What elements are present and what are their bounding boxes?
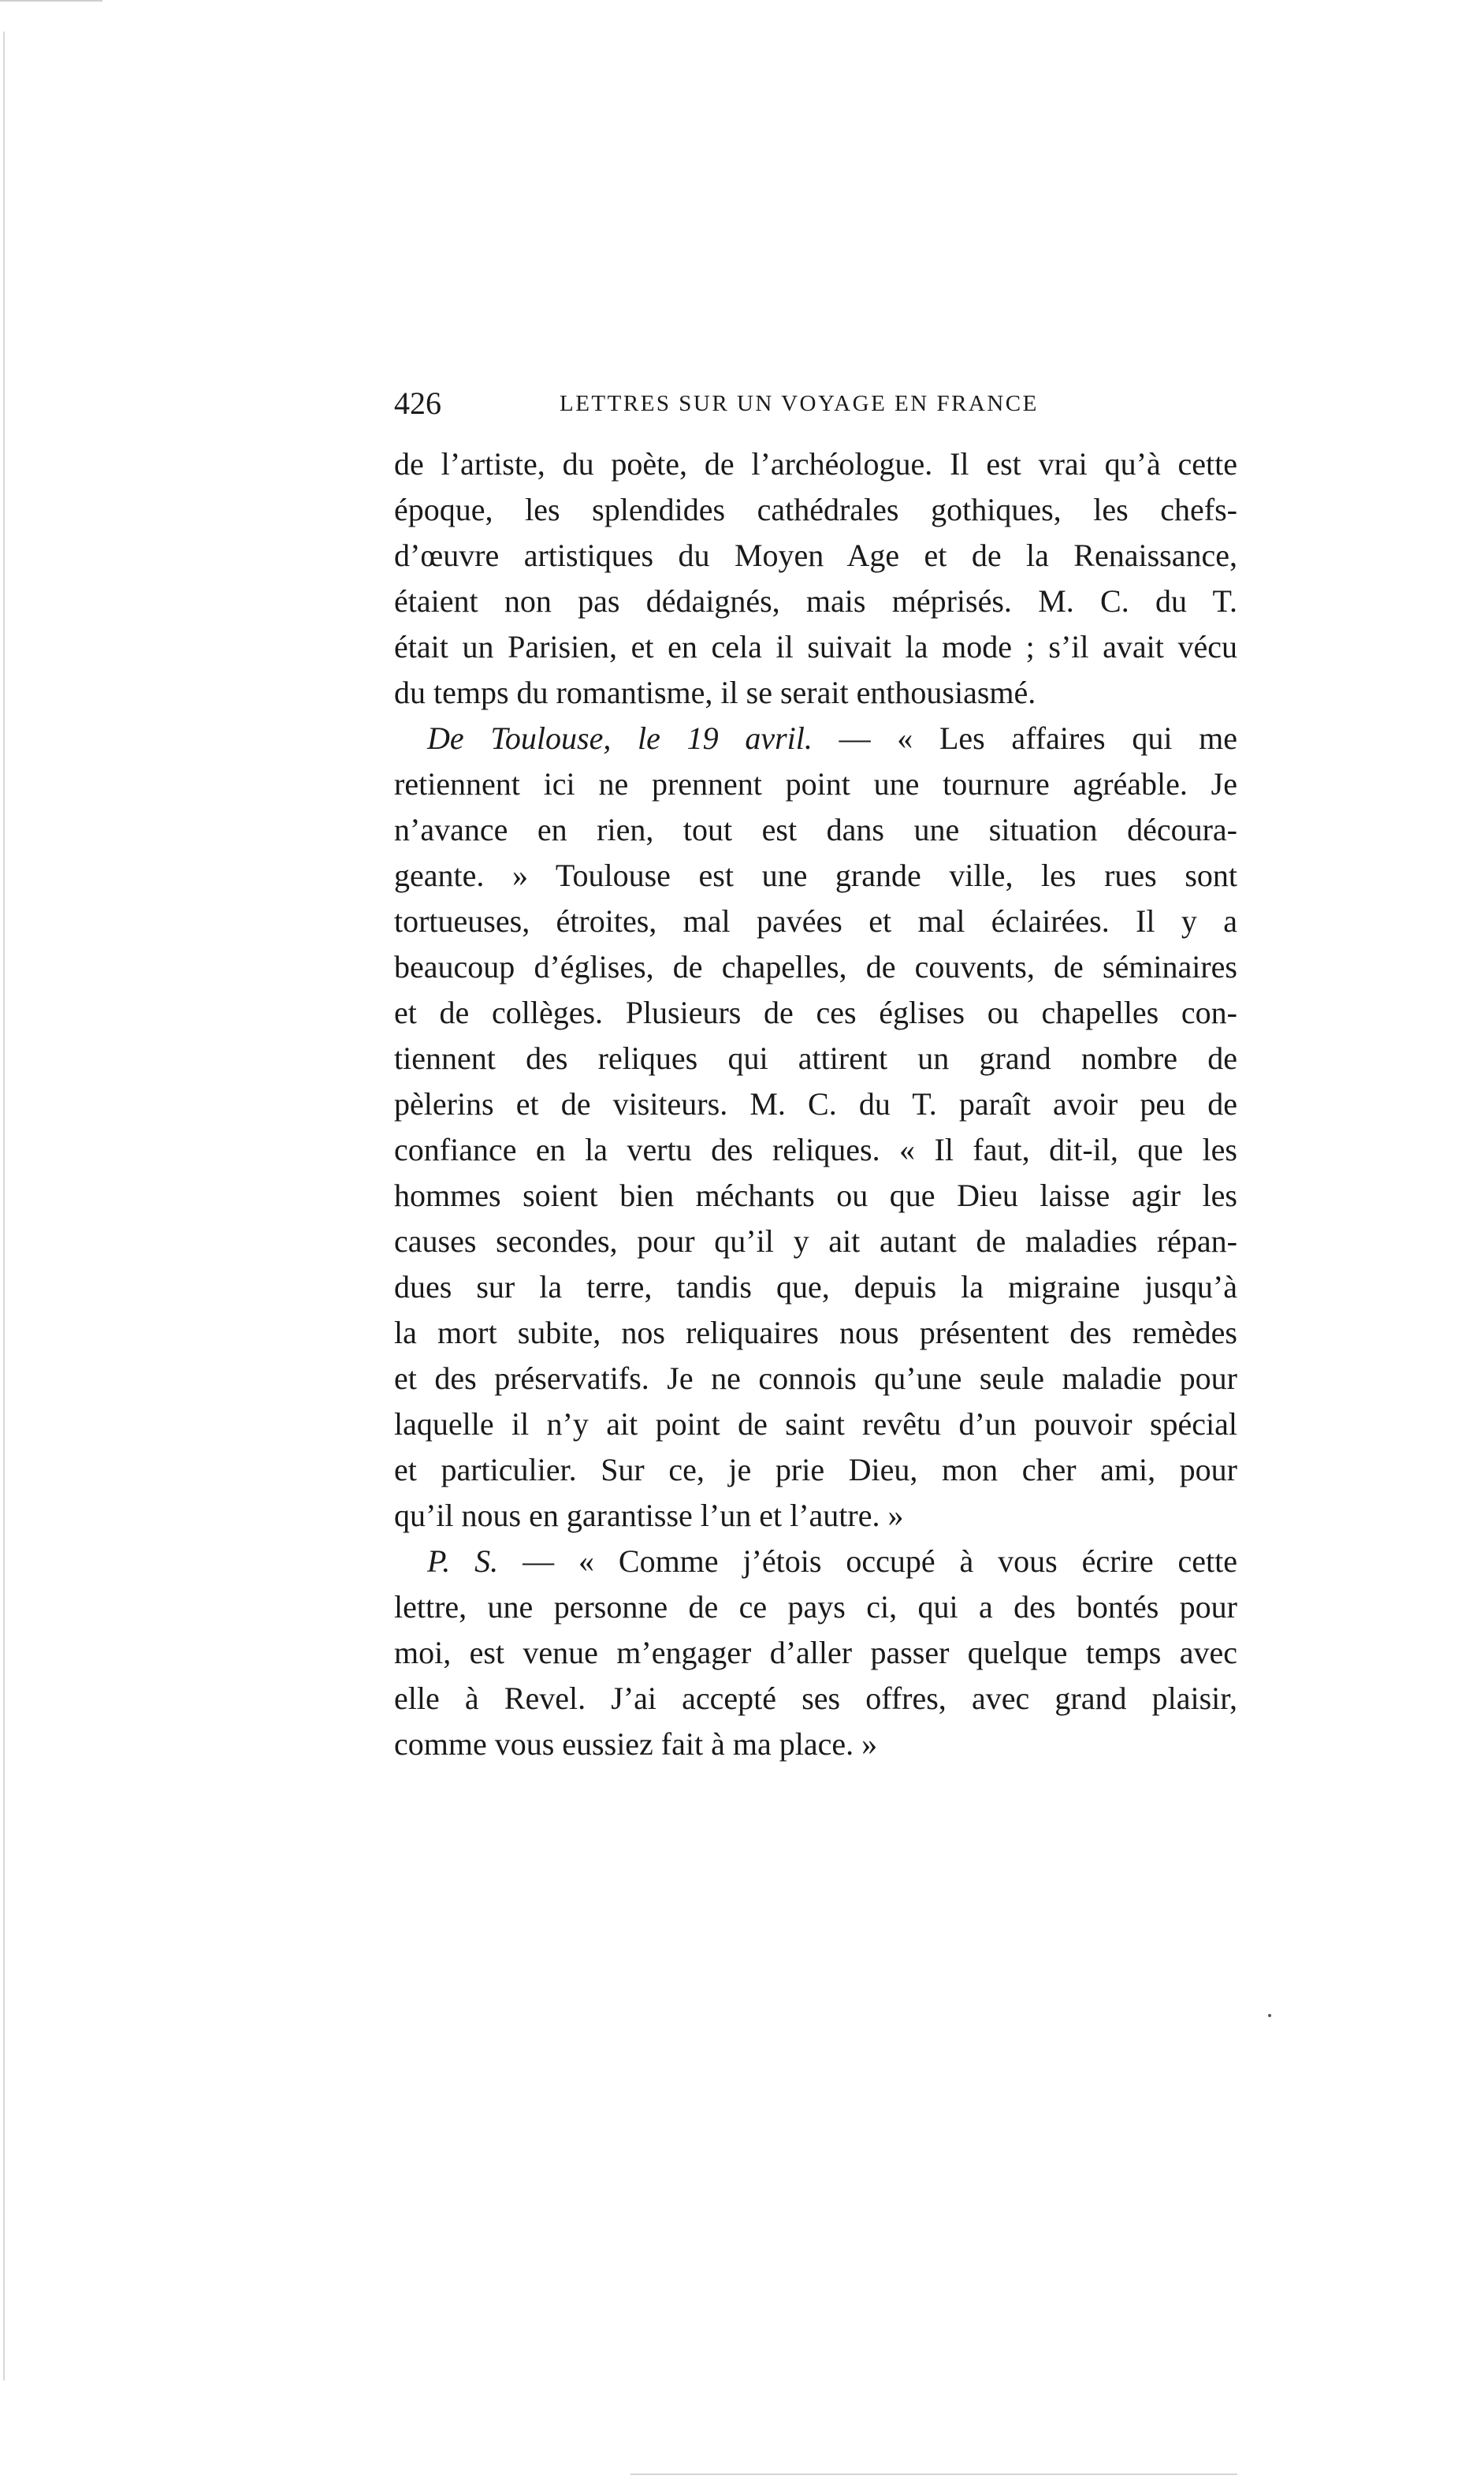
- postscript-label: P. S.: [427, 1543, 499, 1579]
- text-line: moi, est venue m’engager d’aller passer quelque temps avec: [394, 1635, 1237, 1670]
- text-line: était un Parisien, et en cela il suivait la mode ; s’il avait vécu: [394, 629, 1237, 664]
- text-line: elle à Revel. J’ai accepté ses offres, avec grand plaisir,: [394, 1681, 1237, 1716]
- dateline: De Toulouse, le 19 avril.: [427, 720, 813, 756]
- text-line: hommes soient bien méchants ou que Dieu laisse agir les: [394, 1178, 1237, 1213]
- scan-left-edge: [3, 32, 5, 2380]
- text-line: et particulier. Sur ce, je prie Dieu, mon cher ami, pour: [394, 1452, 1237, 1487]
- text-line: confiance en la vertu des reliques. « Il faut, dit-il, que les: [394, 1132, 1237, 1167]
- text-line: et des préservatifs. Je ne connois qu’une seule maladie pour: [394, 1360, 1237, 1396]
- text-line: de l’artiste, du poète, de l’archéologue. Il est vrai qu’à cette: [394, 446, 1237, 482]
- scan-edge-mark: [0, 0, 102, 2]
- text-line: et de collèges. Plusieurs de ces églises ou chapelles con-: [394, 995, 1237, 1030]
- text-line: laquelle il n’y ait point de saint revêtu d’un pouvoir spécial: [394, 1406, 1237, 1442]
- text-line: qu’il nous en garantisse l’un et l’autre. »: [394, 1498, 904, 1533]
- scan-speck: [1268, 2014, 1271, 2017]
- paragraph-1: [394, 441, 1237, 716]
- text-line: retiennent ici ne prennent point une tournure agréable. Je: [394, 766, 1237, 802]
- dateline-line: [394, 716, 1237, 761]
- text-line: époque, les splendides cathédrales gothiques, les chefs-: [394, 492, 1237, 527]
- body-text: [394, 441, 1237, 1767]
- text-line: causes secondes, pour qu’il y ait autant de maladies répan-: [394, 1223, 1237, 1259]
- paragraph-3: [394, 1539, 1237, 1767]
- text-line: la mort subite, nos reliquaires nous présentent des remèdes: [394, 1315, 1237, 1350]
- text-line: n’avance en rien, tout est dans une situation découra-: [394, 812, 1237, 847]
- text-run: — « Les affaires qui me: [812, 720, 1237, 756]
- text-line: dues sur la terre, tandis que, depuis la migraine jusqu’à: [394, 1269, 1237, 1305]
- scan-bottom-edge: [630, 2473, 1237, 2475]
- text-line: beaucoup d’églises, de chapelles, de couvents, de séminaires: [394, 949, 1237, 985]
- paragraph-2: [394, 716, 1237, 1539]
- text-line: comme vous eussiez fait à ma place. »: [394, 1726, 878, 1762]
- text-line: geante. » Toulouse est une grande ville, les rues sont: [394, 858, 1237, 893]
- text-line: tiennent des reliques qui attirent un grand nombre de: [394, 1040, 1237, 1076]
- running-head: [394, 380, 1237, 427]
- text-line: d’œuvre artistiques du Moyen Age et de la Renaissance,: [394, 538, 1237, 573]
- running-title: LETTRES SUR UN VOYAGE EN FRANCE: [560, 391, 1039, 416]
- postscript-line: [394, 1539, 1237, 1584]
- page-number: 426: [394, 385, 441, 421]
- text-line: du temps du romantisme, il se serait enthousiasmé.: [394, 675, 1036, 710]
- text-line: pèlerins et de visiteurs. M. C. du T. paraît avoir peu de: [394, 1086, 1237, 1122]
- text-run: — « Comme j’étois occupé à vous écrire cette: [498, 1543, 1237, 1579]
- text-line: étaient non pas dédaignés, mais méprisés. M. C. du T.: [394, 583, 1237, 619]
- text-line: lettre, une personne de ce pays ci, qui a des bontés pour: [394, 1589, 1237, 1625]
- text-line: tortueuses, étroites, mal pavées et mal éclairées. Il y a: [394, 903, 1237, 939]
